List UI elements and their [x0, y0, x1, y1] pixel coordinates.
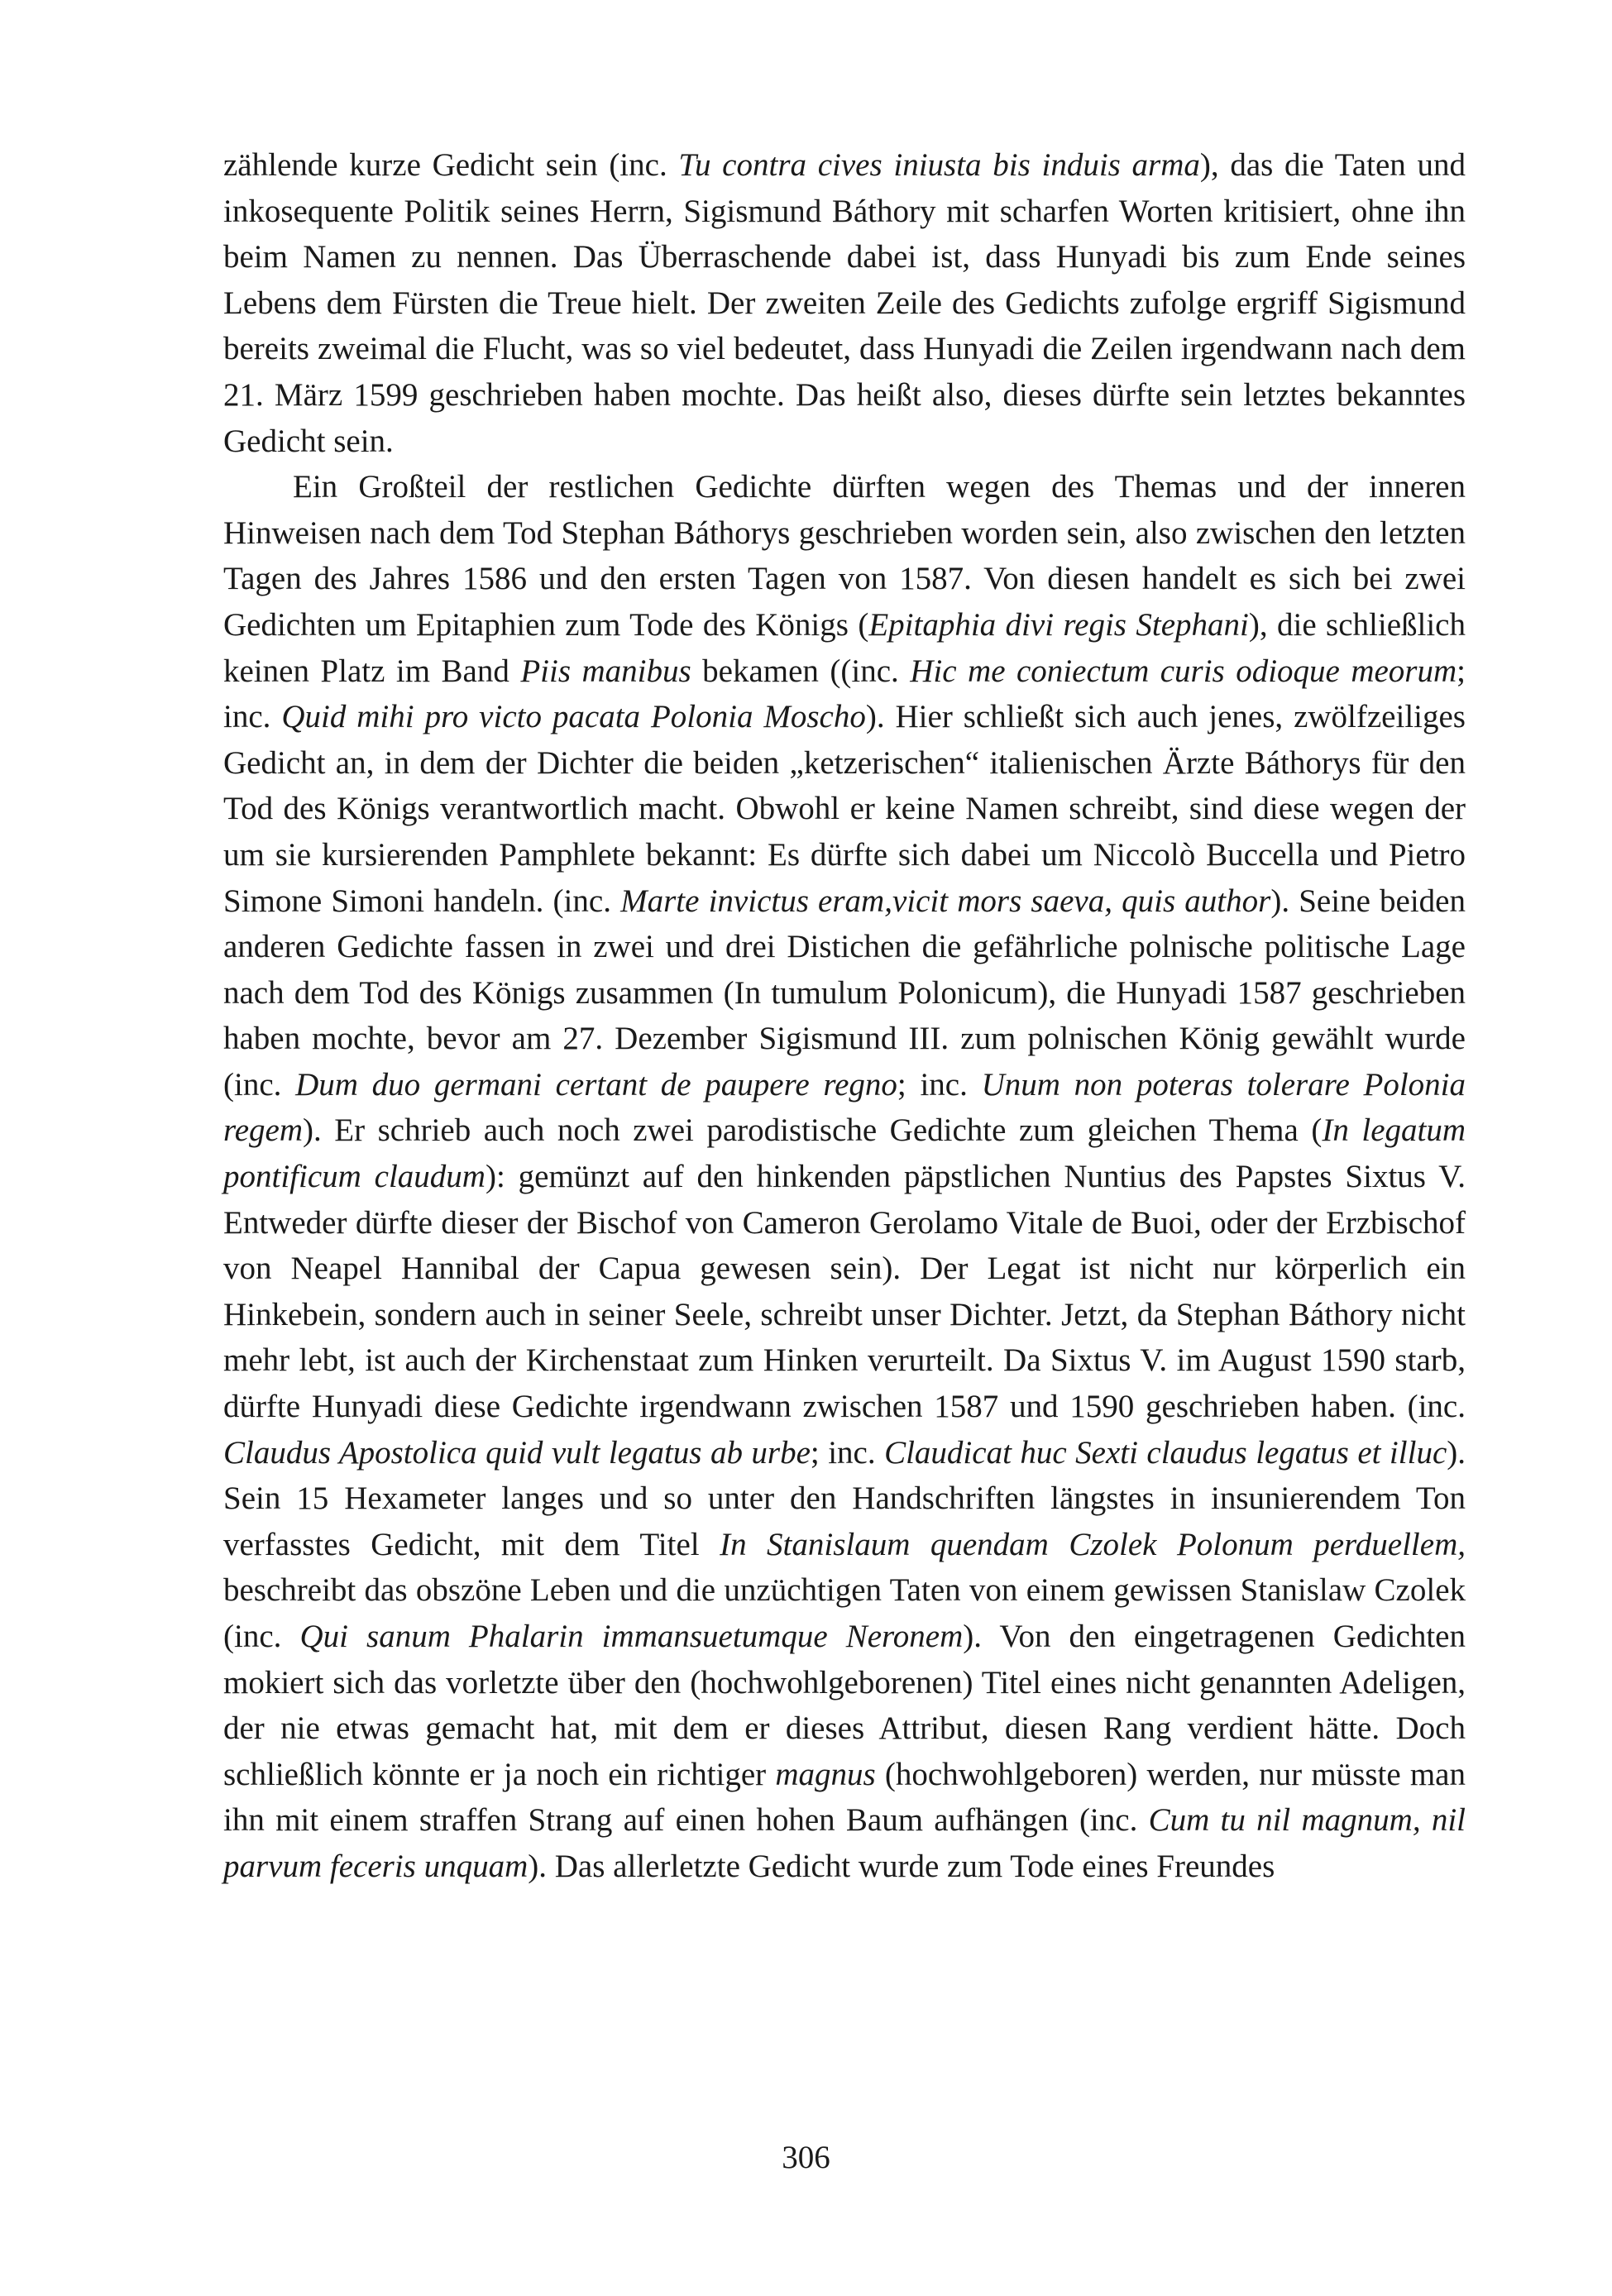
latin-incipit: Tu contra cives iniusta bis induis arma [678, 147, 1200, 183]
latin-incipit: Claudicat huc Sexti claudus legatus et illuc [884, 1434, 1447, 1471]
latin-incipit: Marte invictus eram,vicit mors saeva, quis author [620, 883, 1271, 919]
latin-title: In legatum pontificum claudum [223, 1112, 1466, 1195]
text-run: ). Das allerletzte Gedicht wurde zum Tode eines Freundes [528, 1848, 1275, 1884]
page-number: 306 [782, 2140, 830, 2175]
text-run: ; inc. [223, 653, 1466, 735]
latin-incipit: Qui sanum Phalarin immansuetumque Neronem [299, 1619, 964, 1654]
text-run: ; inc. [897, 1066, 982, 1103]
latin-incipit: Dum duo germani certant de paupere regno [295, 1066, 897, 1103]
latin-word: magnus [775, 1756, 876, 1792]
text-run: (hochwohlgeboren) werden, nur müsste man ihn mit einem straffen Strang auf einen hohen Baum aufhängen (inc. [223, 1756, 1466, 1839]
text-run: ). Er schrieb auch noch zwei parodistische Gedichte zum gleichen Thema ( [303, 1112, 1323, 1149]
body-text [223, 142, 1466, 1890]
text-run: ). Von den eingetragenen Gedichten mokiert sich das vorletzte über den (hochwohlgeborenen) Titel eines nicht genannten Adeligen, der nie etwas gemacht hat, mit dem er dieses Attribut, diesen Rang verdient hätte. Doch schließlich könnte er ja noch ein richtiger [223, 1619, 1466, 1792]
text-run: zählende kurze Gedicht sein (inc. [223, 147, 679, 183]
text-run: bekamen ((inc. [691, 653, 911, 689]
text-run: ): gemünzt auf den hinkenden päpstlichen Nuntius des Papstes Sixtus V. Entweder dürfte dieser der Bischof von Cameron Gerolamo Vitale de Buoi, oder der Erzbischof von Neapel Hannibal der Capua gewesen sein). Der Legat ist nicht nur körperlich ein Hinkebein, sondern auch in seiner Seele, schreibt unser Dichter. Jetzt, da Stephan Báthory nicht mehr lebt, ist auch der Kirchenstaat zum Hinken verurteilt. Da Sixtus V. im August 1590 starb, dürfte Hunyadi diese Gedichte irgendwann zwischen 1587 und 1590 geschrieben haben. (inc. [223, 1159, 1466, 1425]
paragraph-2 [223, 464, 1466, 1889]
latin-title: Piis manibus [520, 653, 691, 689]
latin-incipit: Unum non poteras tolerare Polonia regem [223, 1066, 1466, 1149]
text-run: ). Seine beiden anderen Gedichte fassen in zwei und drei Distichen die gefährliche polnische politische Lage nach dem Tod des Königs zusammen (In tumulum Polonicum), die Hunyadi 1587 geschrieben haben mochte, bevor am 27. Dezember Sigismund III. zum polnischen König gewählt wurde (inc. [223, 883, 1466, 1103]
text-run: ). Hier schließt sich auch jenes, zwölfzeiliges Gedicht an, in dem der Dichter die beiden „ketzerischen“ italienischen Ärzte Báthorys für den Tod des Königs verantwortlich macht. Obwohl er keine Namen schreibt, sind diese wegen der um sie kursierenden Pamphlete bekannt: Es dürfte sich dabei um Niccolò Buccella und Pietro Simone Simoni handeln. (inc. [223, 699, 1466, 919]
text-run: beschreibt das obszöne Leben und die unzüchtigen Taten von einem gewissen Stanislaw Czolek (inc. [223, 1572, 1466, 1654]
text-run: Ein Großteil der restlichen Gedichte dürften wegen des Themas und der inneren Hinweisen nach dem Tod Stephan Báthorys geschrieben worden sein, also zwischen den letzten Tagen des Jahres 1586 und den ersten Tagen von 1587. Von diesen handelt es sich bei zwei Gedichten um Epitaphien zum Tode des Königs ( [223, 469, 1466, 643]
text-run: ). Sein 15 Hexameter langes und so unter den Handschriften längstes in insunierendem Ton verfasstes Gedicht, mit dem Titel [223, 1434, 1466, 1562]
latin-title: In Stanislaum quendam Czolek Polonum perduellem, [720, 1526, 1466, 1562]
text-run: ; inc. [810, 1434, 885, 1471]
text-run: ), die schließlich keinen Platz im Band [223, 606, 1466, 689]
latin-incipit: Cum tu nil magnum, nil parvum feceris unquam [223, 1802, 1466, 1884]
latin-incipit: Hic me coniectum curis odioque meorum [910, 653, 1457, 689]
paragraph-1 [223, 142, 1466, 464]
latin-title: Epitaphia divi regis Stephani [868, 606, 1249, 643]
latin-incipit: Quid mihi pro victo pacata Polonia Moscho [281, 699, 866, 735]
latin-incipit: Claudus Apostolica quid vult legatus ab urbe [223, 1434, 811, 1471]
text-run: ), das die Taten und inkosequente Politik seines Herrn, Sigismund Báthory mit scharfen Worten kritisiert, ohne ihn beim Namen zu nennen. Das Überraschende dabei ist, dass Hunyadi bis zum Ende seines Lebens dem Fürsten die Treue hielt. Der zweiten Zeile des Gedichts zufolge ergriff Sigismund bereits zweimal die Flucht, was so viel bedeutet, dass Hunyadi die Zeilen irgendwann nach dem 21. März 1599 geschrieben haben mochte. Das heißt also, dieses dürfte sein letztes bekanntes Gedicht sein. [223, 147, 1466, 459]
